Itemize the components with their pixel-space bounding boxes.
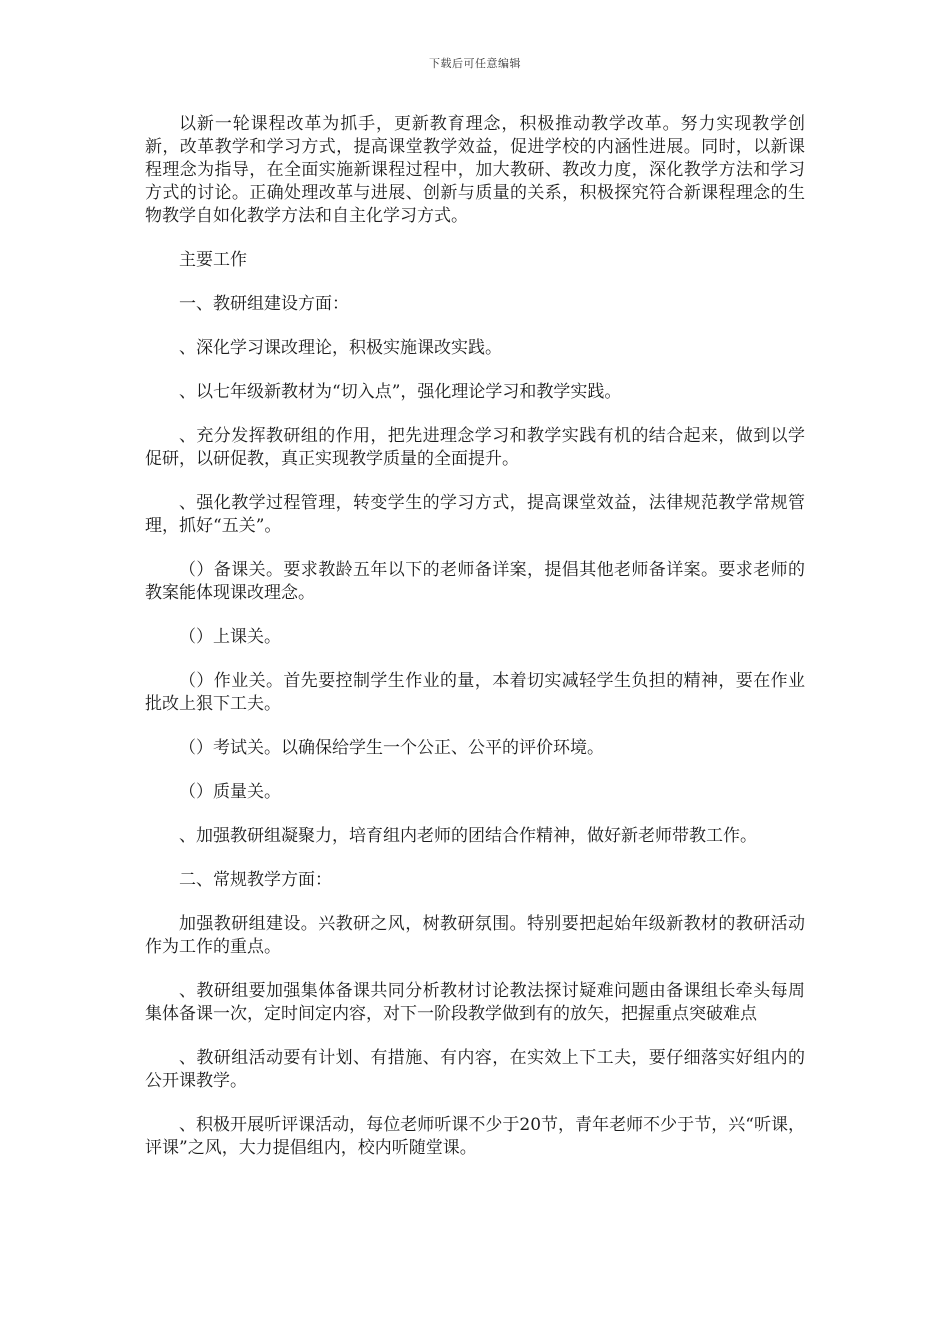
intro-paragraph: 以新一轮课程改革为抓手，更新教育理念，积极推动教学改革。努力实现教学创新，改革教学和学习方式，提高课堂教学效益，促进学校的内涵性进展。同时，以新课程理念为指导，在全面实施新课程过程中，加大教研、教改力度，深化教学方法和学习方式的讨论。正确处理改革与进展、创新与质量的关系，积极探究符合新课程理念的生物教学自如化教学方法和自主化学习方式。 [145,114,805,226]
list-item: 、深化学习课改理论，积极实施课改实践。 [179,338,502,358]
sub-item-quality: （）质量关。 [179,782,281,802]
list-item: 、充分发挥教研组的作用，把先进理念学习和教学实践有机的结合起来，做到以学促研，以研促教，真正实现教学质量的全面提升。 [145,426,805,469]
page-header-note: 下载后可任意编辑 [429,57,521,70]
list-item: 、积极开展听评课活动，每位老师听课不少于20节，青年老师不少于节，兴“听课，评课”之风，大力提倡组内，校内听随堂课。 [145,1115,805,1158]
list-item: 、强化教学过程管理，转变学生的学习方式，提高课堂效益，法律规范教学常规管理，抓好“五关”。 [145,493,805,536]
list-item: 、加强教研组凝聚力，培育组内老师的团结合作精神，做好新老师带教工作。 [179,826,757,846]
list-item: 、教研组活动要有计划、有措施、有内容，在实效上下工夫，要仔细落实好组内的公开课教学。 [145,1048,805,1091]
list-item: 、教研组要加强集体备课共同分析教材讨论教法探讨疑难问题由备课组长牵头每周集体备课一次，定时间定内容，对下一阶段教学做到有的放矢，把握重点突破难点 [145,981,805,1024]
sub-item-exam: （）考试关。以确保给学生一个公正、公平的评价环境。 [179,738,604,758]
document-body [145,113,805,1181]
sub-item-lesson-prep: （）备课关。要求教龄五年以下的老师备详案，提倡其他老师备详案。要求老师的教案能体现课改理念。 [145,560,805,603]
section-heading-routine-teaching: 二、常规教学方面： [179,870,332,890]
routine-intro-paragraph: 加强教研组建设。兴教研之风，树教研氛围。特别要把起始年级新教材的教研活动作为工作的重点。 [145,914,805,957]
sub-item-teaching: （）上课关。 [179,627,281,647]
section-heading-main-work: 主要工作 [179,250,247,270]
sub-item-homework: （）作业关。首先要控制学生作业的量，本着切实减轻学生负担的精神，要在作业批改上狠下工夫。 [145,671,805,714]
list-item: 、以七年级新教材为“切入点”，强化理论学习和教学实践。 [179,382,622,402]
section-heading-group-building: 一、教研组建设方面： [179,294,349,314]
